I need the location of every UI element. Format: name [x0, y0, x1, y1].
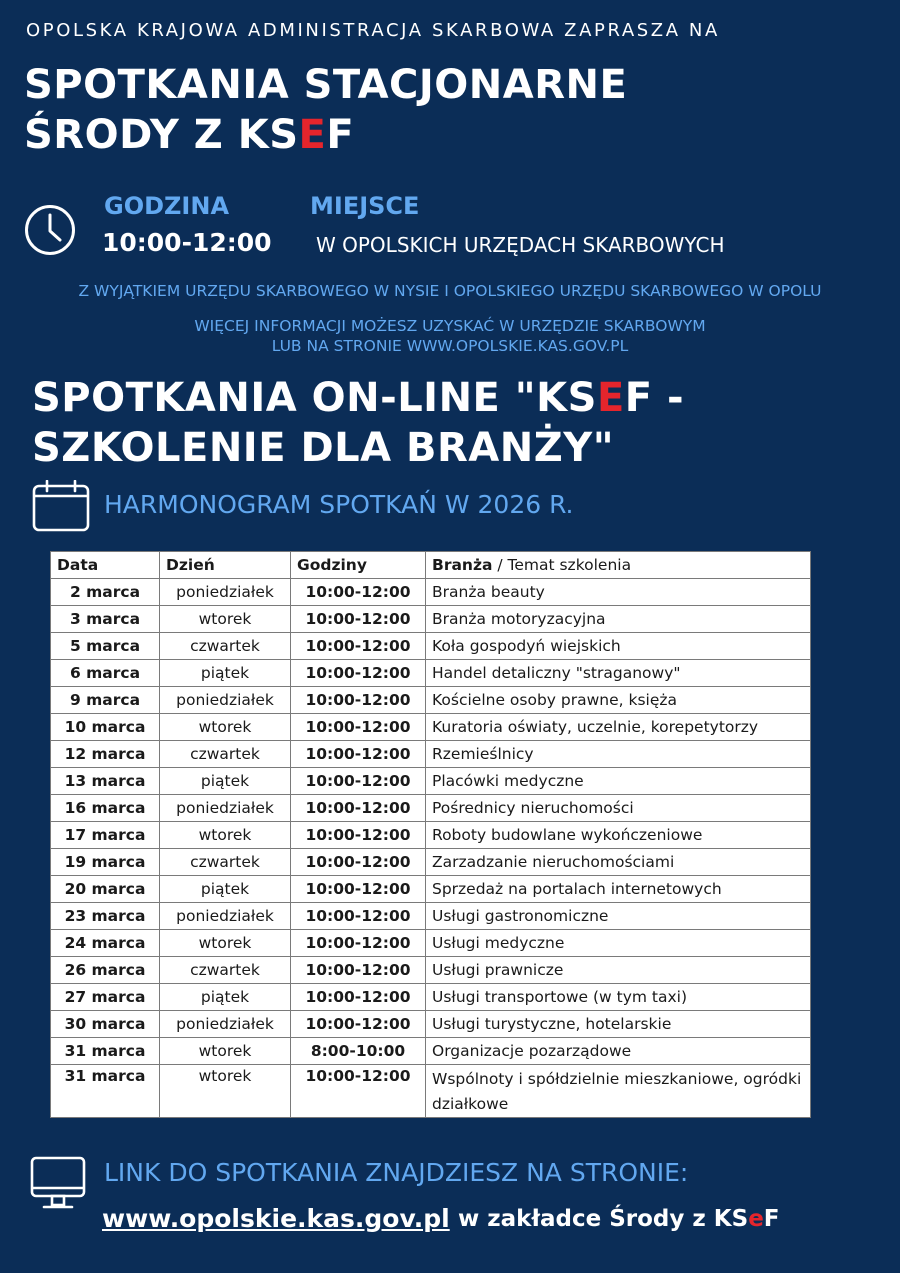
cell-topic: Organizacje pozarządowe — [426, 1038, 811, 1065]
table-row — [51, 876, 811, 903]
place-label: MIEJSCE — [310, 192, 420, 220]
cell-hours: 10:00-12:00 — [291, 579, 426, 606]
cell-topic: Placówki medyczne — [426, 768, 811, 795]
header-topic — [426, 552, 811, 579]
cell-date: 30 marca — [51, 1011, 160, 1038]
table-row — [51, 768, 811, 795]
cell-hours: 10:00-12:00 — [291, 687, 426, 714]
online-title-red: E — [596, 375, 625, 421]
table-row — [51, 984, 811, 1011]
online-title-prefix: SPOTKANIA ON-LINE "KS — [32, 375, 597, 421]
header-day: Dzień — [160, 552, 291, 579]
cell-date: 20 marca — [51, 876, 160, 903]
schedule-table-container — [50, 551, 811, 1118]
cell-topic: Koła gospodyń wiejskich — [426, 633, 811, 660]
info-line-2: LUB NA STRONIE WWW.OPOLSKIE.KAS.GOV.PL — [271, 337, 629, 355]
cell-day: wtorek — [160, 822, 291, 849]
monitor-icon — [30, 1156, 86, 1214]
cell-day: poniedziałek — [160, 903, 291, 930]
exception-note: Z WYJĄTKIEM URZĘDU SKARBOWEGO W NYSIE I OPOLSKIEGO URZĘDU SKARBOWEGO W OPOLU — [78, 282, 822, 300]
cell-hours: 10:00-12:00 — [291, 714, 426, 741]
cell-day: wtorek — [160, 1038, 291, 1065]
table-row — [51, 930, 811, 957]
cell-hours: 10:00-12:00 — [291, 1065, 426, 1118]
header-date: Data — [51, 552, 160, 579]
online-title-suffix: F - — [624, 375, 685, 421]
cell-hours: 10:00-12:00 — [291, 849, 426, 876]
header-topic-bold: Branża — [432, 556, 493, 574]
cell-date: 19 marca — [51, 849, 160, 876]
tab-reference-red: e — [748, 1206, 764, 1232]
hour-value: 10:00-12:00 — [102, 228, 272, 257]
cell-hours: 10:00-12:00 — [291, 660, 426, 687]
cell-date: 27 marca — [51, 984, 160, 1011]
cell-hours: 10:00-12:00 — [291, 984, 426, 1011]
table-row — [51, 606, 811, 633]
cell-topic: Kościelne osoby prawne, księża — [426, 687, 811, 714]
cell-date: 16 marca — [51, 795, 160, 822]
cell-day: wtorek — [160, 606, 291, 633]
cell-topic: Handel detaliczny "straganowy" — [426, 660, 811, 687]
cell-topic: Zarzadzanie nieruchomościami — [426, 849, 811, 876]
cell-date: 23 marca — [51, 903, 160, 930]
cell-hours: 10:00-12:00 — [291, 930, 426, 957]
cell-topic: Sprzedaż na portalach internetowych — [426, 876, 811, 903]
cell-day: czwartek — [160, 633, 291, 660]
cell-day: poniedziałek — [160, 795, 291, 822]
page-title — [24, 60, 627, 160]
cell-hours: 10:00-12:00 — [291, 903, 426, 930]
cell-topic: Usługi gastronomiczne — [426, 903, 811, 930]
title-line-2 — [24, 110, 627, 160]
cell-date: 10 marca — [51, 714, 160, 741]
link-title: LINK DO SPOTKANIA ZNAJDZIESZ NA STRONIE: — [104, 1158, 689, 1187]
cell-hours: 10:00-12:00 — [291, 768, 426, 795]
cell-day: czwartek — [160, 741, 291, 768]
table-row — [51, 1065, 811, 1118]
calendar-icon — [32, 480, 90, 532]
table-header-row — [51, 552, 811, 579]
cell-hours: 10:00-12:00 — [291, 876, 426, 903]
cell-day: wtorek — [160, 714, 291, 741]
cell-date: 5 marca — [51, 633, 160, 660]
cell-date: 3 marca — [51, 606, 160, 633]
cell-date: 26 marca — [51, 957, 160, 984]
tab-reference-suffix: F — [763, 1206, 780, 1232]
cell-topic: Pośrednicy nieruchomości — [426, 795, 811, 822]
cell-topic: Usługi turystyczne, hotelarskie — [426, 1011, 811, 1038]
table-row — [51, 903, 811, 930]
cell-topic: Roboty budowlane wykończeniowe — [426, 822, 811, 849]
table-row — [51, 741, 811, 768]
title-line-2-red: E — [298, 112, 327, 158]
cell-topic: Kuratoria oświaty, uczelnie, korepetytorzy — [426, 714, 811, 741]
cell-topic: Rzemieślnicy — [426, 741, 811, 768]
cell-date: 2 marca — [51, 579, 160, 606]
info-line-1: WIĘCEJ INFORMACJI MOŻESZ UZYSKAĆ W URZĘDZIE SKARBOWYM — [194, 317, 706, 335]
cell-day: wtorek — [160, 1065, 291, 1118]
cell-topic: Usługi prawnicze — [426, 957, 811, 984]
cell-date: 6 marca — [51, 660, 160, 687]
intro-text: OPOLSKA KRAJOWA ADMINISTRACJA SKARBOWA ZAPRASZA NA — [26, 20, 720, 41]
online-title — [32, 373, 684, 473]
tab-reference — [458, 1206, 780, 1232]
cell-date: 31 marca — [51, 1038, 160, 1065]
cell-topic: Usługi medyczne — [426, 930, 811, 957]
cell-day: poniedziałek — [160, 1011, 291, 1038]
table-row — [51, 795, 811, 822]
table-row — [51, 1011, 811, 1038]
table-row — [51, 714, 811, 741]
cell-date: 31 marca — [51, 1065, 160, 1118]
website-link[interactable]: www.opolskie.kas.gov.pl — [102, 1204, 450, 1233]
table-row — [51, 957, 811, 984]
info-note — [0, 316, 900, 356]
clock-icon — [24, 204, 76, 256]
cell-hours: 10:00-12:00 — [291, 822, 426, 849]
cell-day: czwartek — [160, 957, 291, 984]
cell-date: 13 marca — [51, 768, 160, 795]
cell-topic: Wspólnoty i spółdzielnie mieszkaniowe, ogródki działkowe — [426, 1065, 811, 1118]
cell-hours: 10:00-12:00 — [291, 741, 426, 768]
cell-hours: 10:00-12:00 — [291, 633, 426, 660]
cell-topic: Usługi transportowe (w tym taxi) — [426, 984, 811, 1011]
cell-hours: 10:00-12:00 — [291, 606, 426, 633]
place-value: W OPOLSKICH URZĘDACH SKARBOWYCH — [316, 233, 725, 257]
cell-day: wtorek — [160, 930, 291, 957]
online-title-line-2: SZKOLENIE DLA BRANŻY" — [32, 425, 615, 471]
header-topic-rest: / Temat szkolenia — [492, 556, 632, 574]
schedule-table — [50, 551, 811, 1118]
table-row — [51, 633, 811, 660]
cell-hours: 8:00-10:00 — [291, 1038, 426, 1065]
title-line-2-suffix: F — [326, 112, 355, 158]
cell-day: piątek — [160, 660, 291, 687]
title-line-2-prefix: ŚRODY Z KS — [24, 112, 299, 158]
cell-day: poniedziałek — [160, 687, 291, 714]
cell-topic: Branża motoryzacyjna — [426, 606, 811, 633]
cell-day: piątek — [160, 876, 291, 903]
cell-date: 17 marca — [51, 822, 160, 849]
cell-day: czwartek — [160, 849, 291, 876]
cell-date: 12 marca — [51, 741, 160, 768]
table-row — [51, 687, 811, 714]
cell-date: 9 marca — [51, 687, 160, 714]
table-row — [51, 822, 811, 849]
cell-hours: 10:00-12:00 — [291, 1011, 426, 1038]
table-row — [51, 849, 811, 876]
hour-label: GODZINA — [104, 192, 230, 220]
table-row — [51, 1038, 811, 1065]
cell-topic: Branża beauty — [426, 579, 811, 606]
header-hours: Godziny — [291, 552, 426, 579]
cell-day: piątek — [160, 768, 291, 795]
schedule-title: HARMONOGRAM SPOTKAŃ W 2026 R. — [104, 490, 574, 519]
cell-day: poniedziałek — [160, 579, 291, 606]
cell-date: 24 marca — [51, 930, 160, 957]
cell-hours: 10:00-12:00 — [291, 795, 426, 822]
title-line-1: SPOTKANIA STACJONARNE — [24, 62, 628, 108]
cell-day: piątek — [160, 984, 291, 1011]
table-row — [51, 579, 811, 606]
cell-hours: 10:00-12:00 — [291, 957, 426, 984]
online-title-line-1 — [32, 373, 684, 423]
tab-reference-prefix: w zakładce Środy z KS — [458, 1206, 749, 1232]
table-row — [51, 660, 811, 687]
